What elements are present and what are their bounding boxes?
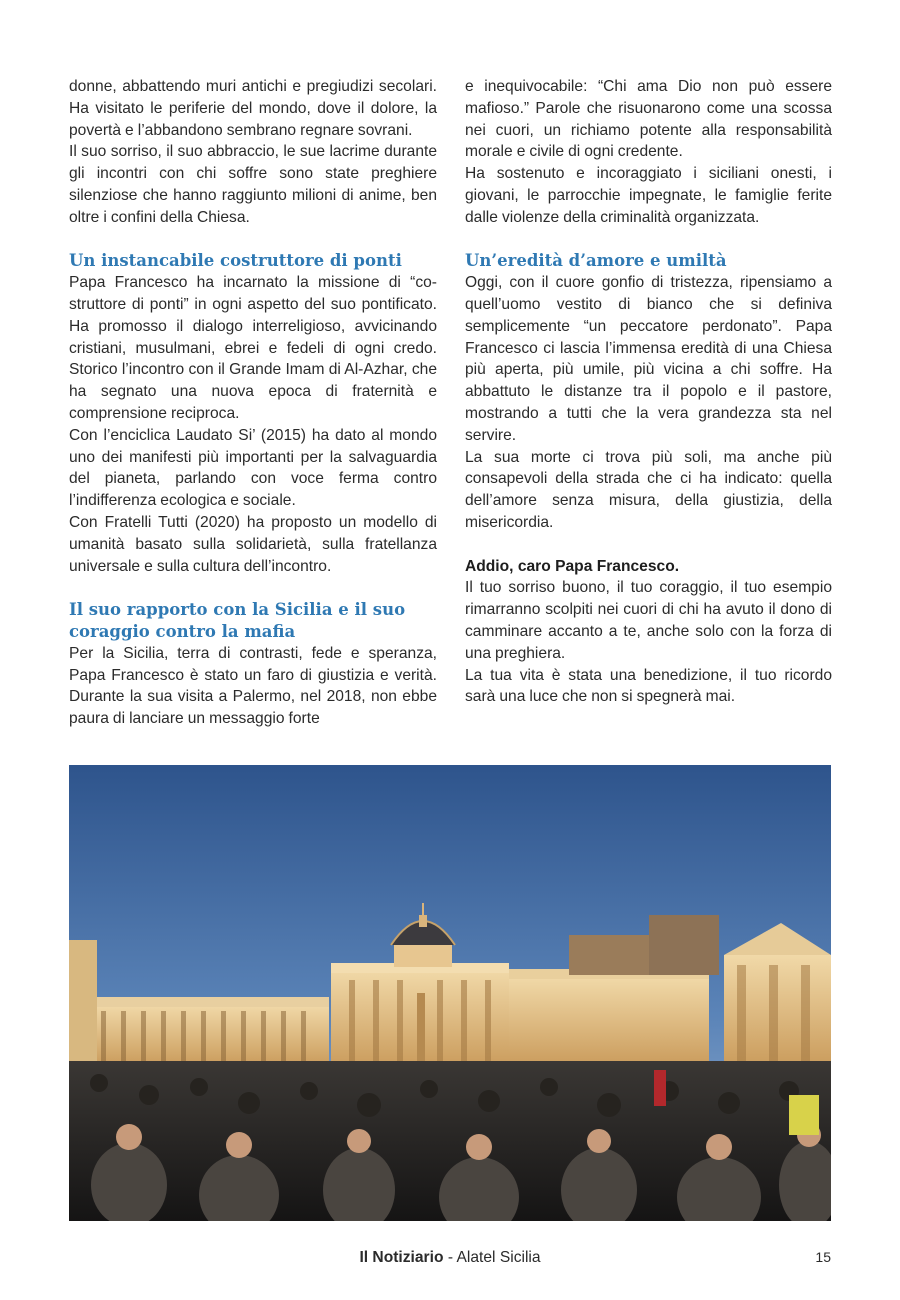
paragraph: Il tuo sorriso buono, il tuo coraggio, il tuo esempio rimarranno scolpiti nei cuori di chi ha avuto il dono di camminare accanto a te, anche solo con la forza di una preghiera. (465, 579, 832, 662)
paragraph: Ha sostenuto e incoraggiato i siciliani onesti, i giovani, le parrocchie impegnate, le famiglie ferite dalle violenze della criminalità organizzata. (465, 165, 832, 226)
section-heading-sicily: Il suo rapporto con la Sicilia e il suo coraggio contro la mafia (69, 600, 406, 641)
paragraph: Oggi, con il cuore gonfio di tristezza, ripensiamo a quell’uomo vestito di bianco che si definiva semplicemente “un peccatore perdonato”. Papa Francesco ci lascia l’immensa eredità di una Chiesa più aperta, più umile, più vicina a chi soffre. Ha abbattuto le distanze tra il popolo e il pastore, mostrando a tutti che la vera grandezza sta nel servire. (465, 274, 832, 444)
paragraph: Papa Francesco ha incarnato la missione di “costruttore di ponti” in ogni aspetto del suo pontificato. Ha promosso il dialogo interreligioso, avvicinando cristiani, musulmani, ebrei e fedeli di ogni credo. Storico l’incontro con il Grande Imam di Al-Azhar, che ha segnato una nuova epoca di fraternità e comprensione reciproca. (69, 274, 437, 422)
paragraph: La sua morte ci trova più soli, ma anche più consapevoli della strada che ci ha indicato: quella dell’amore senza misura, della giustizia, della misericordia. (465, 448, 832, 531)
organization-name: Alatel Sicilia (456, 1249, 541, 1266)
paragraph: Con l’enciclica Laudato Si’ (2015) ha dato al mondo uno dei manifesti più importanti per la salvaguardia del pianeta, parlando con voce ferma contro l’indifferenza ecologica e sociale. (69, 426, 437, 510)
paragraph: La tua vita è stata una benedizione, il tuo ricordo sarà una luce che non si spegnerà mai. (465, 666, 832, 706)
photo-illustration (69, 765, 831, 1221)
paragraph: Con Fratelli Tutti (2020) ha proposto un modello di umanità basato sulla solidarietà, sulla fratellanza universale e sulla cultura dell’incontro. (69, 513, 437, 575)
footer-separator: - (443, 1249, 457, 1266)
st-peters-square-photo (69, 765, 831, 1221)
paragraph: Il suo sorriso, il suo abbraccio, le sue lacrime durante gli incontri con chi soffre sono state preghiere silenziose che hanno raggiunto milioni di anime, ben oltre i confini della Chiesa. (69, 143, 437, 226)
page-number: 15 (815, 1249, 831, 1265)
right-column (465, 76, 832, 708)
left-column (69, 76, 437, 730)
publication-name: Il Notiziario (359, 1249, 444, 1266)
paragraph: donne, abbattendo muri antichi e pregiudizi secolari. Ha visitato le periferie del mondo, dove il dolore, la povertà e l’abbandono sembrano regnare sovrani. (69, 78, 437, 139)
farewell-heading: Addio, caro Papa Francesco. (465, 557, 680, 575)
paragraph: e inequivocabile: “Chi ama Dio non può essere mafioso.” Parole che risuonarono come una scossa nei cuori, un richiamo potente alla responsabilità morale e civile di ogni credente. (465, 78, 832, 161)
section-heading-legacy: Un’eredità d’amore e umiltà (465, 251, 727, 271)
section-heading-bridges: Un instancabile costruttore di ponti (69, 251, 402, 271)
page-footer (0, 1249, 900, 1267)
paragraph: Per la Sicilia, terra di contrasti, fede e speranza, Papa Francesco è stato un faro di giustizia e verità. Durante la sua visita a Palermo, nel 2018, non ebbe paura di lanciare un messaggio forte (69, 644, 437, 728)
